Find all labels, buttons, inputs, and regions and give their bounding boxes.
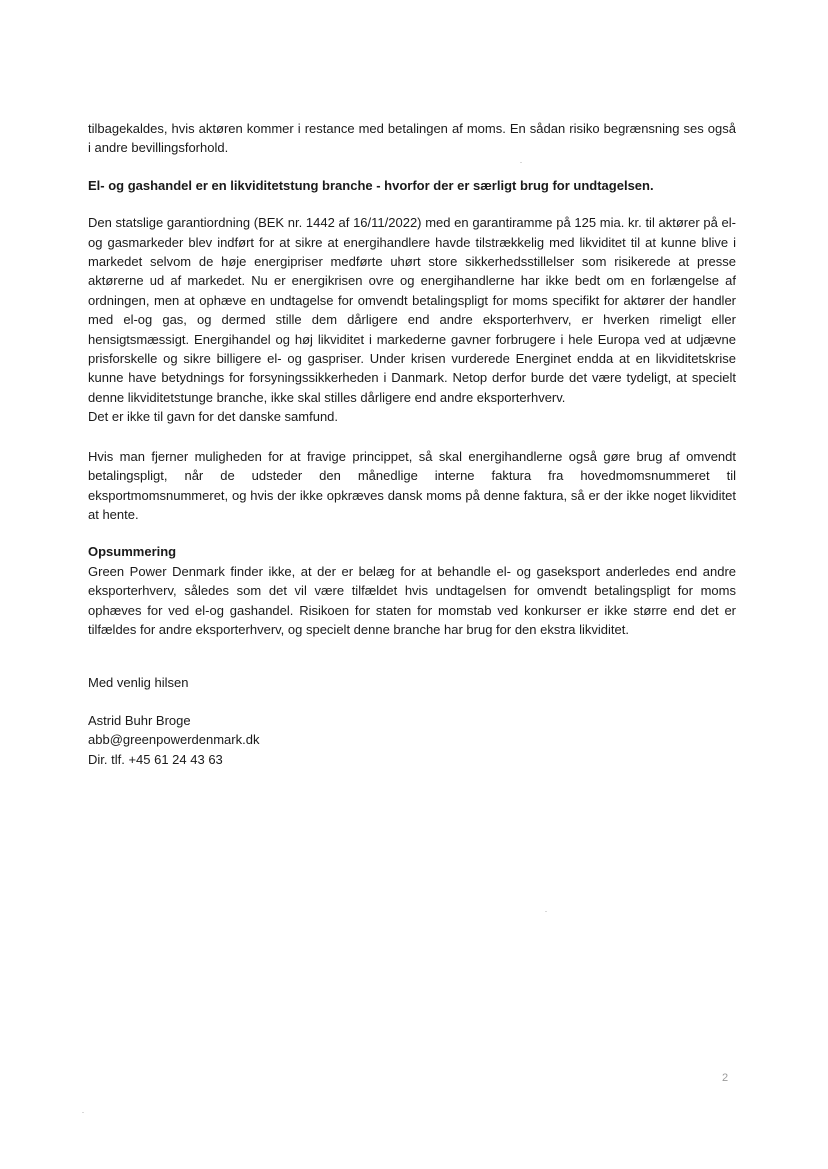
section-heading-summary: Opsummering [88, 544, 177, 560]
paragraph-summary: Green Power Denmark finder ikke, at der er belæg for at behandle el- og gaseksport anderledes end andre eksporterhverv, således som det vil være tilfældet hvis undtagelsen for omvendt betalingspligt for moms ophæves for ved el-og gashandel. Risikoen for staten for momstab ved konkurser er ikke større end det er tilfældes for andre eksporterhverv, og specielt denne branche har brug for den ekstra likviditet. [88, 563, 736, 637]
section-heading-liquidity: El- og gashandel er en likviditetstung branche - hvorfor der er særligt brug for undtagelsen. [88, 177, 654, 193]
scan-speck [82, 1112, 84, 1113]
scan-speck [545, 911, 547, 912]
paragraph-intro: tilbagekaldes, hvis aktøren kommer i restance med betalingen af moms. En sådan risiko begrænsning ses også i andre bevillingsforhold. [88, 121, 736, 156]
signature-phone: Dir. tlf. +45 61 24 43 63 [88, 751, 223, 767]
paragraph-guarantee-scheme: Den statslige garantiordning (BEK nr. 1442 af 16/11/2022) med en garantiramme på 125 mia. kr. til aktører på el- og gasmarkeder blev indført for at sikre at energihandlere havde tilstrækkelig med likviditet til at kunne blive i markedet selvom de høje energipriser medførte uhørt store sikkerhedsstillelser som risikerede at presse aktørerne ud af markedet. Nu er energikrisen ovre og energihandlerne har ikke bedt om en forlængelse af ordningen, men at ophæve en undtagelse for omvendt betalingspligt for moms specifikt for aktører der handler med el-og gas, og dermed stille dem dårligere end andre eksporterhverv, er hverken rimeligt eller hensigtsmæssigt. Energihandel og høj likviditet i markederne gavner forbrugere i hele Europa ved at udjævne prisforskelle og sikre billigere el- og gaspriser. Under krisen vurderede Energinet endda at en likviditetskrise kunne have betydnings for forsyningssikkerheden i Danmark. Netop derfor burde det være tydeligt, at specielt denne likviditetstunge branche, ikke skal stilles dårligere end andre eksporterhverv. [88, 215, 736, 405]
signature-block [88, 711, 736, 769]
signature-email: abb@greenpowerdenmark.dk [88, 732, 260, 748]
signature-name: Astrid Buhr Broge [88, 712, 191, 728]
paragraph-guarantee-conclusion: Det er ikke til gavn for det danske samfund. [88, 409, 339, 425]
page-number: 2 [722, 1072, 729, 1084]
paragraph-principle: Hvis man fjerner muligheden for at fravige princippet, så skal energihandlerne også gøre brug af omvendt betalingspligt, når de udsteder den månedlige interne faktura fra hovedmomsnummeret til eksportmomsnummeret, og hvis der ikke opkræves dansk moms på denne faktura, så er der ikke noget likviditet at hente. [88, 448, 736, 522]
scan-speck [520, 162, 522, 163]
closing-greeting: Med venlig hilsen [88, 675, 189, 691]
document-body [88, 119, 736, 769]
